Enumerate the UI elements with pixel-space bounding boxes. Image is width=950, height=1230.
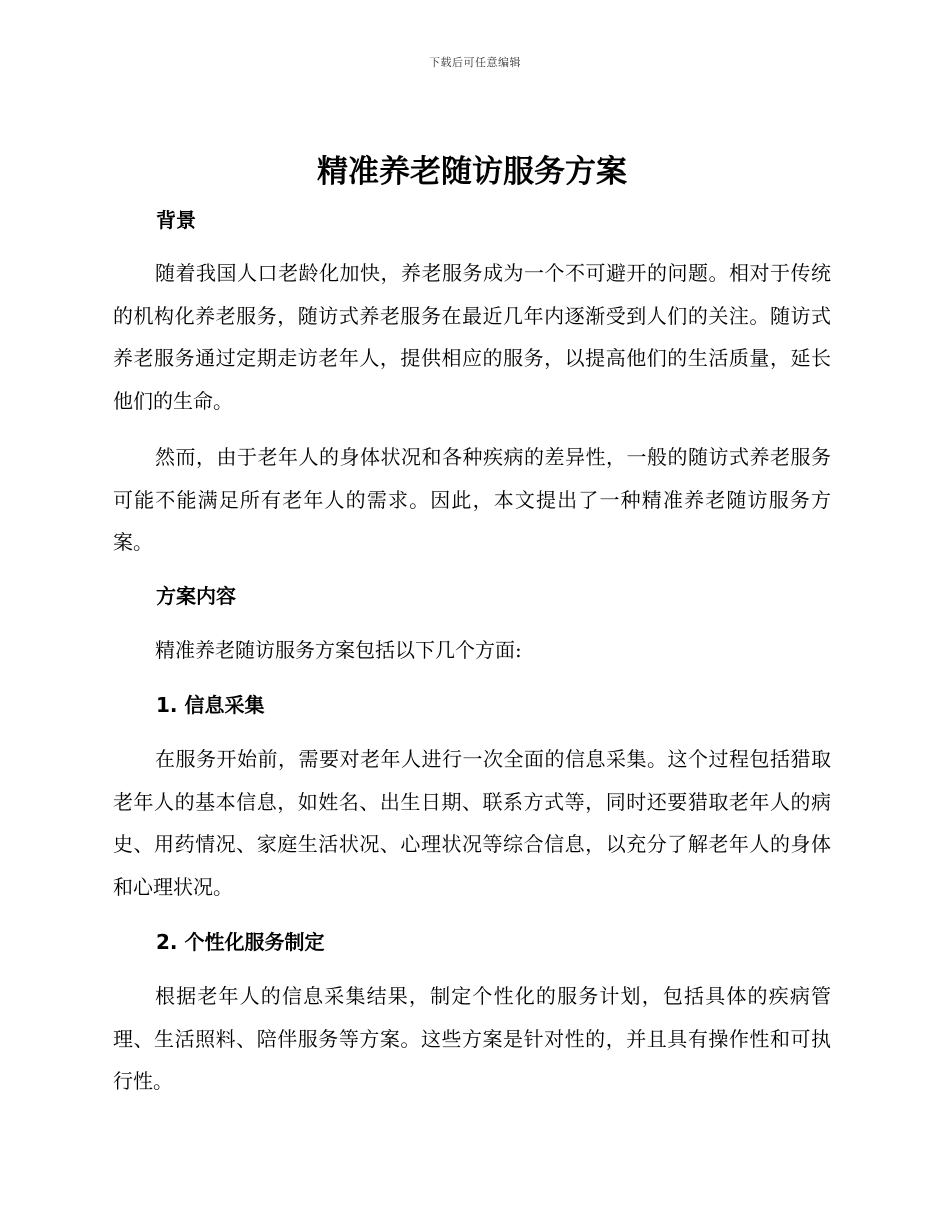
- section-heading-info-collection: 1. 信息采集: [156, 693, 265, 717]
- paragraph-background-2: 然而，由于老年人的身体状况和各种疾病的差异性，一般的随访式养老服务可能不能满足所有老年人的需求。因此，本文提出了一种精准养老随访服务方案。: [113, 445, 831, 554]
- page-header: 下载后可任意编辑: [429, 56, 521, 69]
- paragraph-content-intro: 精准养老随访服务方案包括以下几个方面:: [155, 638, 522, 662]
- section-heading-background: 背景: [156, 208, 196, 232]
- paragraph-personalized-service: 根据老年人的信息采集结果，制定个性化的服务计划，包括具体的疾病管理、生活照料、陪伴服务等方案。这些方案是针对性的，并且具有操作性和可执行性。: [113, 984, 831, 1093]
- paragraph-background-1: 随着我国人口老龄化加快，养老服务成为一个不可避开的问题。相对于传统的机构化养老服务，随访式养老服务在最近几年内逐渐受到人们的关注。随访式养老服务通过定期走访老年人，提供相应的服务，以提高他们的生活质量，延长他们的生命。: [113, 261, 831, 413]
- paragraph-info-collection: 在服务开始前，需要对老年人进行一次全面的信息采集。这个过程包括猎取老年人的基本信息，如姓名、出生日期、联系方式等，同时还要猎取老年人的病史、用药情况、家庭生活状况、心理状况等综合信息，以充分了解老年人的身体和心理状况。: [113, 747, 831, 899]
- section-heading-content: 方案内容: [156, 584, 236, 608]
- section-heading-personalized-service: 2. 个性化服务制定: [156, 930, 325, 954]
- document-title: 精准养老随访服务方案: [317, 154, 627, 190]
